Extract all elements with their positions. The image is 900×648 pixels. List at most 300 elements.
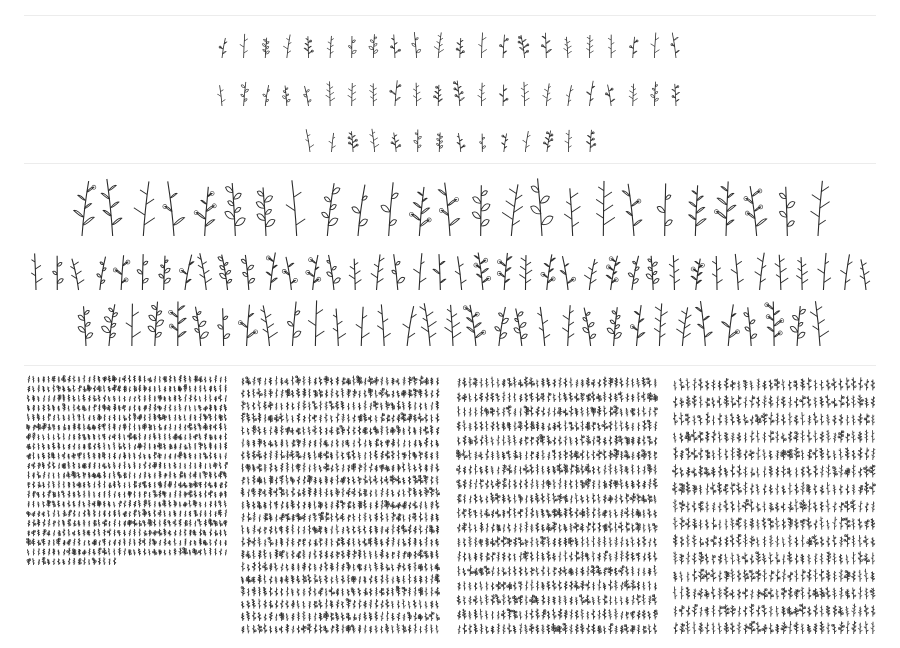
sprig-icon (103, 501, 105, 508)
sprig-icon (725, 519, 728, 530)
sprig-icon (795, 518, 799, 529)
sprig-icon (603, 480, 607, 489)
sprig-icon (425, 464, 428, 472)
sprig-icon (42, 443, 45, 450)
sprig-icon (209, 510, 211, 517)
sprig-icon (205, 502, 207, 508)
sprig-icon (397, 525, 400, 534)
sprig-icon (53, 395, 56, 401)
sprig-icon (247, 402, 250, 410)
sprig-icon (553, 567, 557, 576)
sprig-icon (497, 466, 500, 474)
sprig-icon (637, 581, 640, 590)
sprig-icon (756, 622, 761, 634)
sprig-icon (269, 500, 272, 509)
sprig-icon (275, 600, 278, 609)
sprig-icon (424, 403, 427, 411)
sprig-icon (158, 385, 161, 392)
sprig-icon (88, 481, 91, 488)
sprig-icon (129, 406, 131, 412)
sprig-icon (536, 625, 539, 634)
sprig-icon (302, 611, 305, 621)
sprig-icon (98, 453, 100, 459)
sprig-icon (491, 421, 495, 431)
sprig-icon (814, 465, 818, 477)
sprig-icon (302, 575, 306, 584)
sprig-icon (391, 133, 401, 152)
sprig-icon (48, 386, 50, 392)
sprig-icon (839, 569, 844, 581)
sprig-icon (364, 439, 367, 447)
sprig-icon (297, 600, 300, 608)
sprig-icon (164, 538, 166, 545)
sprig-icon (620, 494, 623, 503)
sprig-icon (839, 537, 843, 547)
sprig-icon (851, 431, 856, 443)
sprig-icon (542, 450, 545, 460)
sprig-icon (149, 434, 151, 440)
sprig-icon (679, 412, 684, 425)
sprig-icon (163, 181, 185, 236)
sprig-icon (779, 187, 794, 236)
sprig-icon (413, 600, 416, 609)
sprig-icon (193, 549, 198, 556)
sprig-icon (547, 624, 550, 634)
sprig-icon (269, 587, 272, 596)
sprig-icon (586, 435, 591, 445)
sprig-icon (520, 394, 523, 402)
sprig-icon (279, 626, 283, 634)
sprig-icon (413, 389, 417, 398)
sprig-icon (303, 588, 306, 596)
sprig-icon (699, 396, 703, 408)
sprig-icon (341, 601, 344, 609)
sprig-icon (169, 386, 171, 392)
sprig-icon (396, 426, 400, 435)
sprig-icon (319, 401, 322, 410)
sprig-icon (648, 479, 652, 489)
sprig-icon (162, 415, 166, 421)
sprig-icon (340, 501, 345, 510)
sprig-icon (138, 529, 141, 537)
sprig-icon (242, 562, 245, 571)
sprig-icon (325, 427, 327, 435)
sprig-icon (47, 530, 50, 536)
sprig-icon (781, 396, 785, 408)
sprig-icon (864, 621, 868, 634)
sprig-icon (502, 422, 506, 431)
sprig-icon (33, 405, 35, 411)
sprig-icon (269, 450, 272, 459)
sprig-icon (614, 580, 618, 590)
sprig-icon (468, 508, 472, 518)
sprig-icon (468, 377, 471, 387)
sprig-icon (133, 453, 136, 460)
sprig-icon (257, 464, 262, 473)
sprig-icon (306, 129, 314, 152)
sprig-icon (852, 415, 856, 425)
sprig-icon (775, 431, 779, 443)
sprig-icon (425, 451, 428, 460)
sprig-icon (302, 452, 305, 460)
sprig-icon (569, 552, 572, 562)
sprig-icon (291, 376, 294, 385)
sprig-icon (88, 443, 91, 450)
sprig-icon (308, 502, 311, 510)
sprig-icon (686, 587, 690, 599)
sprig-icon (364, 625, 367, 634)
sprig-icon (756, 503, 760, 513)
sprig-icon (83, 501, 85, 507)
sprig-icon (558, 609, 562, 620)
sprig-icon (325, 599, 328, 609)
sprig-icon (174, 490, 176, 498)
sprig-icon (414, 129, 422, 152)
sprig-icon (497, 611, 500, 620)
sprig-icon (436, 514, 439, 522)
sprig-icon (643, 420, 647, 431)
sprig-icon (205, 433, 207, 440)
sprig-icon (143, 509, 147, 517)
sprig-icon (540, 434, 545, 445)
sprig-icon (128, 491, 132, 497)
sprig-icon (118, 481, 121, 489)
sprig-icon (193, 530, 196, 536)
sprig-icon (213, 424, 216, 431)
sprig-icon (478, 83, 486, 106)
sprig-icon (103, 529, 105, 536)
sprig-icon (724, 395, 729, 408)
sprig-icon (620, 551, 624, 562)
sprig-icon (508, 479, 511, 489)
sprig-icon (436, 132, 442, 152)
sprig-icon (871, 571, 875, 581)
sprig-icon (252, 402, 255, 410)
sprig-icon (296, 463, 300, 472)
sprig-icon (547, 611, 550, 620)
sprig-icon (686, 502, 690, 513)
sprig-icon (769, 623, 773, 634)
sprig-icon (274, 414, 278, 422)
sprig-icon (496, 581, 501, 590)
sprig-icon (569, 437, 572, 446)
sprig-icon (674, 606, 677, 616)
sprig-icon (870, 465, 875, 478)
sprig-icon (247, 500, 250, 509)
sprig-icon (351, 625, 355, 634)
sprig-icon (92, 425, 96, 431)
sprig-icon (358, 625, 361, 634)
sprig-icon (113, 453, 115, 460)
sprig-icon (263, 401, 266, 410)
sprig-icon (775, 484, 779, 495)
sprig-icon (314, 390, 318, 398)
sprig-icon (548, 423, 551, 431)
sprig-icon (479, 581, 482, 590)
sprig-icon (353, 564, 356, 572)
sprig-icon (436, 488, 440, 497)
sprig-icon (252, 389, 255, 398)
sprig-icon (583, 308, 596, 346)
sprig-icon (143, 548, 146, 555)
sprig-icon (419, 451, 423, 460)
sprig-icon (698, 569, 704, 582)
sprig-icon (154, 396, 156, 402)
sprig-icon (281, 563, 283, 571)
sprig-icon (871, 430, 875, 442)
sprig-icon (502, 379, 505, 387)
sprig-icon (38, 548, 40, 555)
sprig-icon (154, 376, 156, 383)
sprig-icon (630, 305, 644, 346)
sprig-icon (247, 428, 249, 435)
sprig-icon (37, 492, 40, 498)
sprig-icon (553, 437, 556, 446)
sprig-icon (28, 530, 30, 536)
sprig-icon (198, 519, 202, 526)
sprig-icon (188, 423, 193, 430)
sprig-icon (380, 512, 383, 522)
sprig-icon (199, 472, 201, 478)
sprig-icon (214, 511, 216, 517)
sprig-icon (507, 538, 512, 547)
sprig-icon (807, 554, 811, 564)
sprig-icon (788, 501, 793, 512)
sprig-icon (179, 424, 181, 431)
sprig-icon (508, 494, 511, 503)
sprig-icon (680, 450, 684, 460)
sprig-icon (369, 428, 372, 435)
sprig-icon (480, 435, 483, 445)
sprig-icon (101, 179, 121, 236)
sprig-icon (373, 426, 378, 435)
sprig-icon (800, 587, 804, 599)
sprig-icon (37, 502, 39, 508)
sprig-icon (763, 381, 767, 391)
sprig-icon (93, 404, 96, 411)
sprig-icon (149, 463, 151, 469)
sprig-icon (262, 38, 269, 58)
sprig-icon (208, 482, 212, 489)
sprig-icon (113, 423, 116, 430)
sprig-icon (199, 385, 202, 392)
sprig-icon (814, 380, 818, 391)
sprig-icon (536, 421, 539, 431)
sprig-icon (436, 476, 439, 485)
sprig-icon (347, 501, 351, 509)
sprig-icon (375, 526, 378, 534)
sprig-icon (547, 466, 550, 475)
sprig-icon (586, 35, 593, 58)
sprig-icon (686, 448, 691, 460)
sprig-icon (133, 462, 136, 469)
sprig-icon (625, 481, 628, 489)
sprig-icon (194, 386, 196, 392)
sprig-icon (358, 488, 362, 497)
sprig-icon (536, 451, 539, 460)
sprig-icon (108, 511, 110, 517)
sprig-icon (363, 489, 367, 497)
sprig-icon (391, 490, 394, 497)
sprig-icon (813, 431, 818, 443)
sprig-icon (139, 473, 141, 479)
sprig-icon (297, 501, 300, 510)
sprig-icon (827, 536, 830, 547)
sprig-icon (755, 253, 766, 290)
sprig-icon (347, 549, 350, 559)
sprig-icon (513, 508, 516, 518)
sprig-icon (63, 394, 65, 401)
sprig-icon (148, 519, 152, 526)
sprig-icon (608, 609, 612, 619)
sprig-icon (615, 377, 618, 387)
sprig-icon (189, 376, 192, 383)
sprig-icon (431, 440, 433, 448)
sprig-icon (542, 524, 545, 532)
sprig-icon (408, 537, 411, 547)
sprig-icon (500, 35, 509, 58)
sprig-icon (329, 587, 335, 597)
sprig-icon (530, 508, 533, 518)
sprig-icon (214, 530, 217, 536)
sprig-icon (209, 424, 211, 430)
sprig-icon (314, 501, 317, 510)
sprig-icon (620, 464, 623, 474)
sprig-icon (680, 433, 683, 443)
sprig-icon (865, 448, 869, 460)
sprig-icon (112, 434, 116, 441)
sprig-icon (445, 305, 462, 346)
sprig-icon (546, 510, 551, 518)
sprig-icon (762, 449, 766, 460)
sprig-icon (691, 259, 704, 290)
sprig-icon (93, 529, 95, 536)
sprig-icon (818, 253, 831, 290)
sprig-icon (27, 559, 31, 565)
sprig-icon (712, 518, 717, 530)
sprig-icon (749, 450, 754, 460)
sprig-icon (324, 575, 327, 584)
sprig-icon (224, 385, 227, 393)
sprig-icon (336, 538, 340, 547)
sprig-icon (513, 553, 516, 561)
sprig-icon (189, 405, 191, 411)
sprig-icon (827, 449, 831, 460)
sprig-icon (319, 624, 322, 633)
sprig-icon (575, 537, 578, 547)
sprig-icon (402, 477, 405, 484)
sprig-icon (756, 605, 760, 616)
sprig-icon (581, 536, 585, 547)
sprig-icon (280, 403, 283, 410)
sprig-icon (72, 531, 75, 537)
sprig-icon (369, 83, 377, 106)
sprig-icon (286, 502, 289, 510)
sprig-icon (631, 566, 634, 576)
sprig-icon (860, 259, 870, 290)
sprig-icon (584, 259, 597, 290)
sprig-icon (280, 425, 283, 435)
sprig-icon (83, 386, 86, 392)
sprig-icon (144, 395, 146, 402)
sprig-icon (609, 479, 612, 489)
sprig-icon (309, 440, 311, 447)
sprig-icon (252, 377, 255, 386)
sprig-icon (743, 606, 747, 617)
sprig-icon (614, 609, 618, 620)
sprig-icon (83, 424, 85, 431)
sprig-icon (608, 377, 613, 387)
sprig-icon (480, 406, 484, 417)
sprig-icon (336, 600, 339, 609)
sprig-icon (346, 625, 351, 633)
sprig-icon (269, 377, 272, 385)
sprig-icon (762, 432, 766, 443)
sprig-icon (794, 607, 799, 617)
sprig-icon (763, 536, 767, 547)
sprig-icon (324, 451, 329, 460)
sprig-icon (648, 596, 651, 605)
sprig-icon (401, 524, 407, 534)
sprig-icon (625, 522, 629, 533)
sprig-icon (324, 376, 329, 386)
sprig-icon (586, 422, 591, 431)
sprig-icon (699, 465, 703, 477)
sprig-icon (218, 394, 222, 402)
sprig-icon (814, 553, 817, 564)
sprig-icon (113, 471, 115, 479)
sprig-icon (148, 473, 150, 479)
sprig-icon (189, 511, 191, 517)
sprig-icon (297, 476, 300, 485)
sprig-icon (711, 467, 715, 478)
sprig-icon (369, 514, 371, 522)
sprig-icon (485, 392, 488, 402)
sprig-icon (297, 588, 300, 596)
sprig-band-large (0, 170, 900, 360)
sprig-icon (48, 376, 50, 383)
sprig-icon (712, 380, 716, 391)
sprig-icon (757, 379, 761, 391)
sprig-icon (506, 406, 511, 417)
sprig-icon (536, 581, 539, 591)
sprig-icon (297, 413, 300, 422)
sprig-icon (402, 452, 406, 460)
sprig-icon (149, 482, 151, 488)
sprig-icon (811, 181, 830, 236)
sprig-icon (592, 466, 594, 474)
sprig-icon (637, 568, 639, 576)
sprig-icon (564, 581, 567, 591)
sprig-icon (711, 587, 715, 600)
sprig-icon (430, 624, 433, 633)
sprig-icon (134, 481, 137, 488)
sprig-icon (636, 523, 641, 533)
sprig-icon (397, 439, 400, 448)
sprig-icon (870, 588, 875, 599)
sprig-icon (826, 570, 830, 582)
sprig-icon (614, 466, 618, 475)
sprig-icon (286, 489, 289, 497)
sprig-icon (507, 507, 511, 518)
sprig-icon (430, 452, 432, 460)
sprig-icon (184, 414, 186, 421)
sprig-icon (359, 576, 361, 583)
sprig-icon (58, 406, 60, 412)
sprig-icon (286, 413, 289, 422)
sprig-icon (425, 537, 428, 547)
sprig-icon (564, 37, 572, 58)
